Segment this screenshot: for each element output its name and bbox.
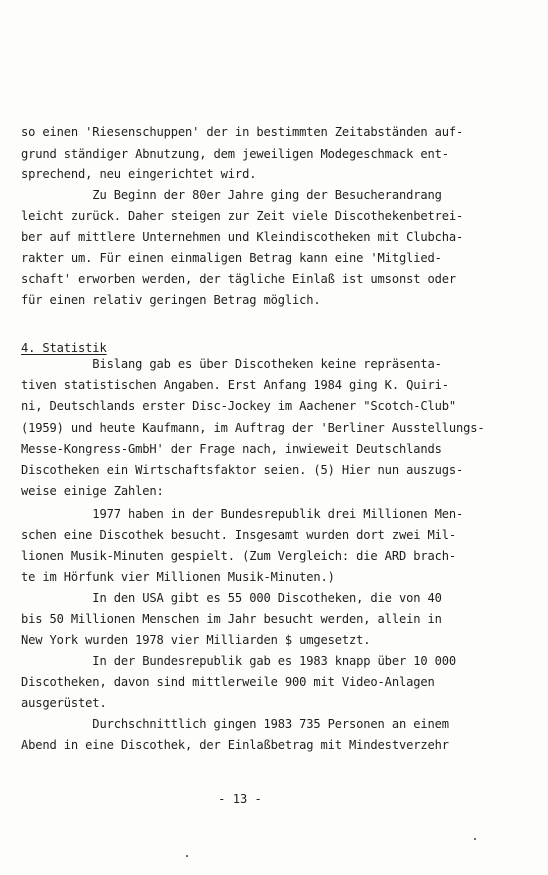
text-line: leicht zurück. Daher steigen zur Zeit viele Discothekenbetrei- (21, 209, 464, 223)
text-line: grund ständiger Abnutzung, dem jeweiligen Modegeschmack ent- (21, 147, 449, 161)
text-line: ausgerüstet. (21, 696, 107, 710)
text-line: Discotheken ein Wirtschaftsfaktor seien. (5) Hier nun auszugs- (21, 463, 464, 477)
text-line: ni, Deutschlands erster Disc-Jockey im Aachener "Scotch-Club" (21, 399, 456, 413)
page-number: - 13 - (218, 792, 262, 806)
text-line: schaft' erworben werden, der tägliche Einlaß ist umsonst oder (21, 272, 456, 286)
text-line: so einen 'Riesenschuppen' der in bestimmten Zeitabständen auf- (21, 125, 464, 139)
text-line: (1959) und heute Kaufmann, im Auftrag der 'Berliner Ausstellungs- (21, 421, 485, 435)
text-line: lionen Musik-Minuten gespielt. (Zum Vergleich: die ARD brach- (21, 549, 456, 563)
text-line: 1977 haben in der Bundesrepublik drei Millionen Men- (21, 507, 464, 521)
text-line: Zu Beginn der 80er Jahre ging der Besucherandrang (21, 188, 442, 202)
text-line: New York wurden 1978 vier Milliarden $ umgesetzt. (21, 633, 371, 647)
text-line: In den USA gibt es 55 000 Discotheken, die von 40 (21, 591, 442, 605)
text-line: bis 50 Millionen Menschen im Jahr besucht werden, allein in (21, 612, 442, 626)
text-line: Abend in eine Discothek, der Einlaßbetrag mit Mindestverzehr (21, 738, 449, 752)
text-line: ber auf mittlere Unternehmen und Kleindiscotheken mit Clubcha- (21, 230, 464, 244)
text-line: Bislang gab es über Discotheken keine repräsenta- (21, 357, 442, 371)
text-line: für einen relativ geringen Betrag möglich. (21, 293, 321, 307)
text-line: In der Bundesrepublik gab es 1983 knapp über 10 000 (21, 654, 456, 668)
text-line: Durchschnittlich gingen 1983 735 Personen an einem (21, 717, 449, 731)
section-heading: 4. Statistik (21, 341, 107, 355)
text-line: Messe-Kongress-GmbH' der Frage nach, inwieweit Deutschlands (21, 442, 442, 456)
scan-speck (474, 838, 476, 840)
text-line: weise einige Zahlen: (21, 484, 164, 498)
text-line: Discotheken, davon sind mittlerweile 900 mit Video-Anlagen (21, 675, 435, 689)
text-line: te im Hörfunk vier Millionen Musik-Minuten.) (21, 570, 335, 584)
text-line: rakter um. Für einen einmaligen Betrag kann eine 'Mitglied- (21, 251, 442, 265)
text-line: schen eine Discothek besucht. Insgesamt wurden dort zwei Mil- (21, 528, 456, 542)
scan-speck (186, 855, 188, 857)
text-line: tiven statistischen Angaben. Erst Anfang 1984 ging K. Quiri- (21, 378, 449, 392)
text-line: sprechend, neu eingerichtet wird. (21, 167, 257, 181)
